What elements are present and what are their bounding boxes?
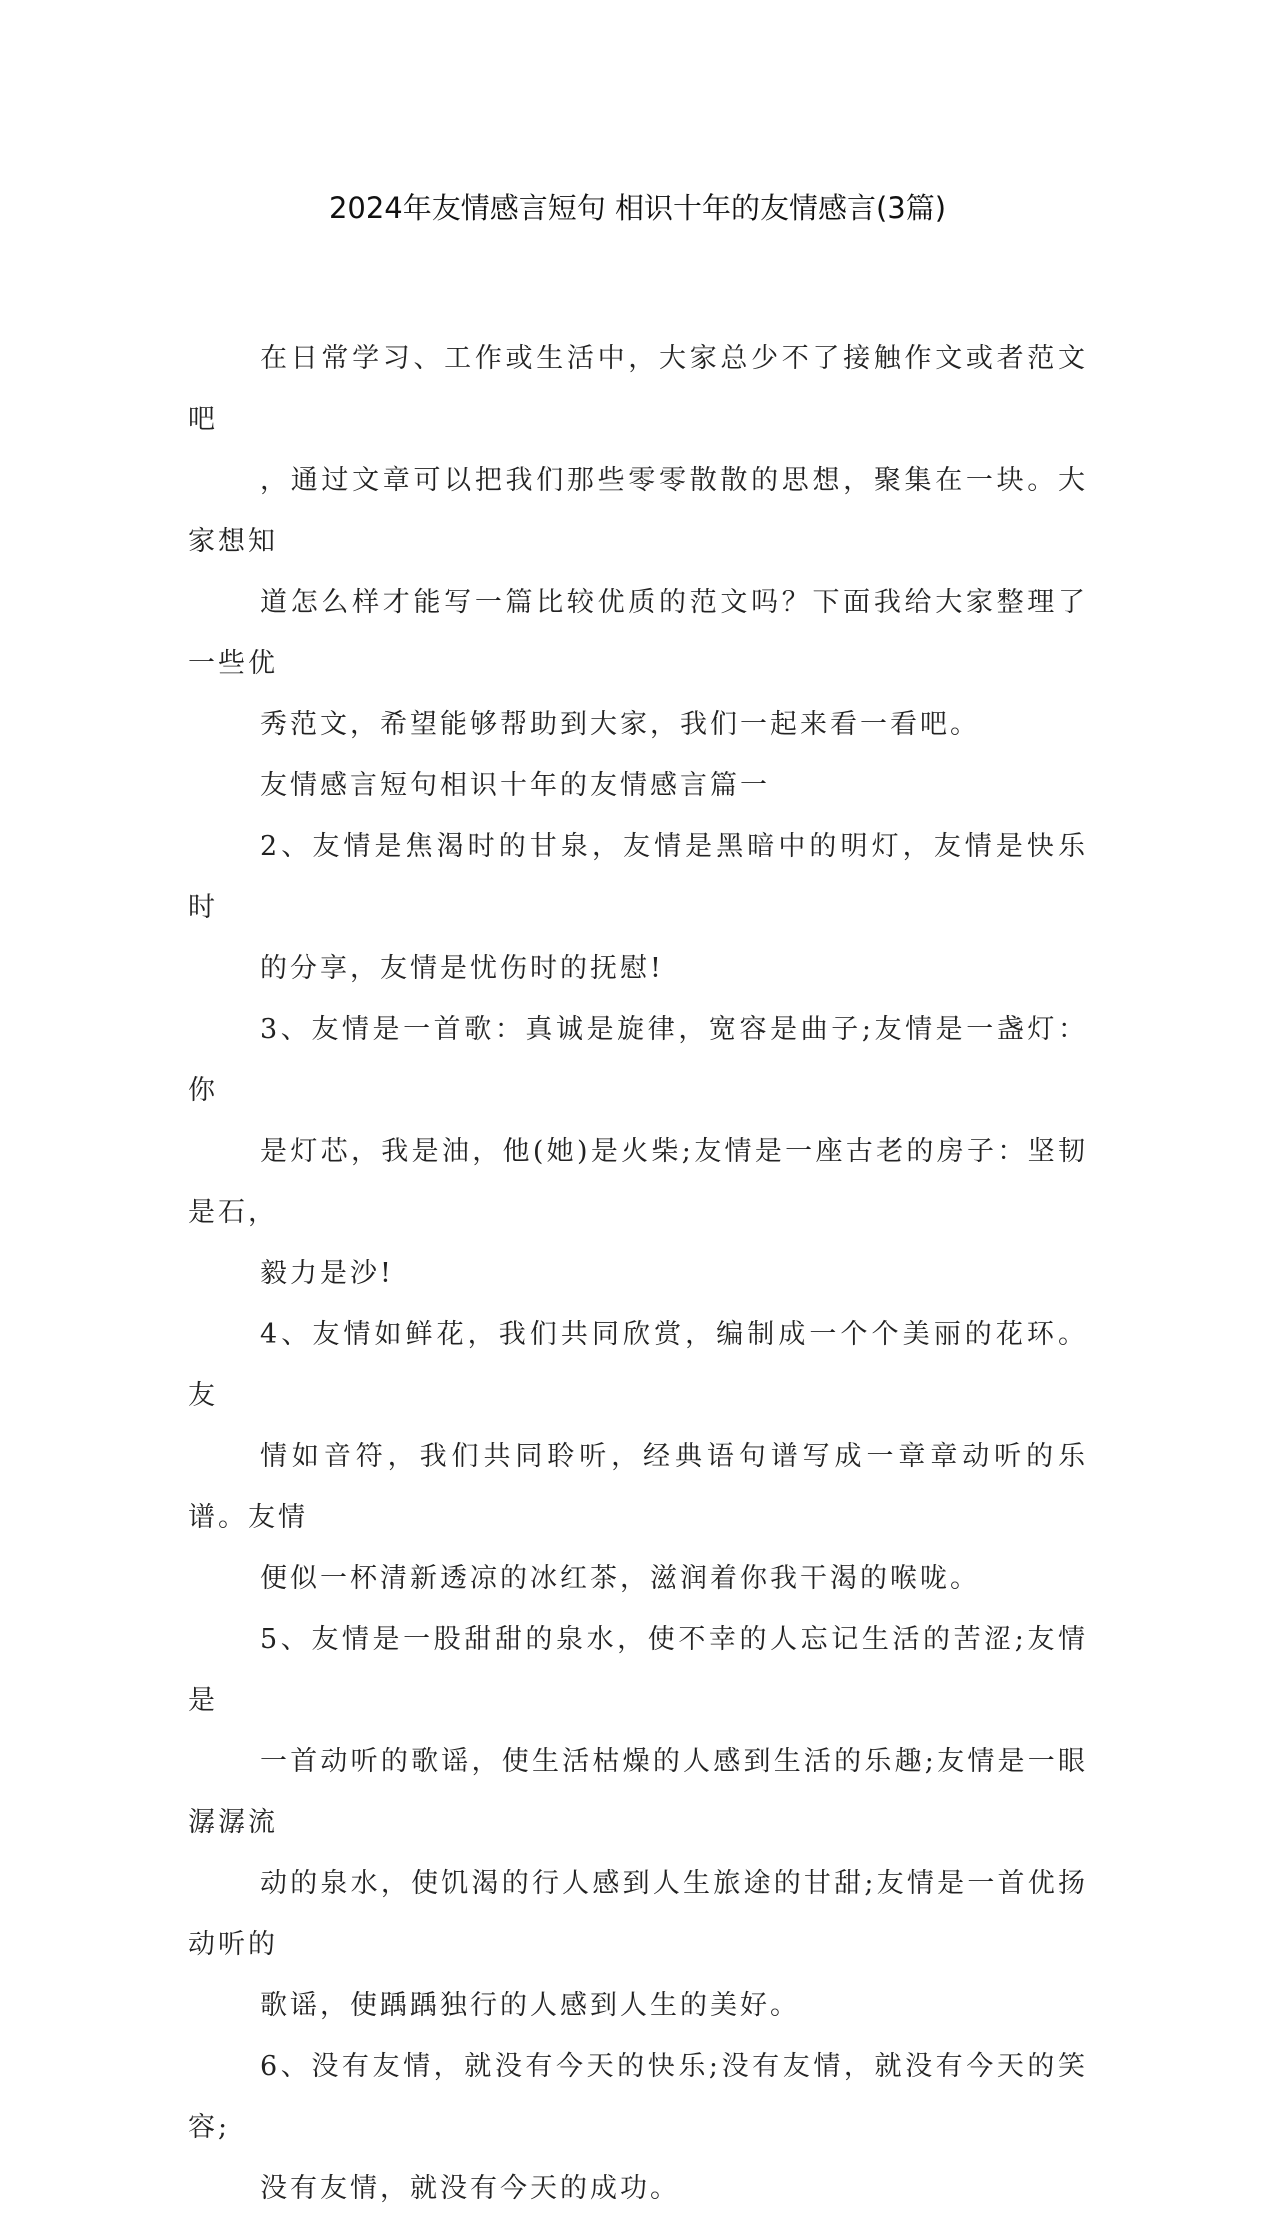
- paragraph-line: 情如音符，我们共同聆听，经典语句谱写成一章章动听的乐谱。友情: [188, 1441, 1088, 1533]
- paragraph-line: 是灯芯，我是油，他(她)是火柴;友情是一座古老的房子：坚韧是石，: [188, 1136, 1088, 1228]
- paragraph-line: 便似一杯清新透凉的冰红茶，滋润着你我干渴的喉咙。: [260, 1563, 980, 1594]
- document-body: [188, 328, 1088, 2219]
- section-heading-text: 友情感言短句相识十年的友情感言篇一: [260, 770, 770, 801]
- paragraph-item-5: [188, 1609, 1088, 2036]
- paragraph-intro: [188, 328, 1088, 755]
- paragraph-line: 3、友情是一首歌：真诚是旋律，宽容是曲子;友情是一盏灯：你: [188, 1014, 1088, 1106]
- document-title: 2024年友情感言短句 相识十年的友情感言(3篇): [328, 191, 947, 225]
- paragraph-item-4: [188, 1304, 1088, 1609]
- paragraph-item-6: [188, 2036, 1088, 2219]
- paragraph-line: 歌谣，使踽踽独行的人感到人生的美好。: [260, 1990, 800, 2021]
- paragraph-line: 一首动听的歌谣，使生活枯燥的人感到生活的乐趣;友情是一眼潺潺流: [188, 1746, 1088, 1838]
- paragraph-line: 毅力是沙!: [260, 1258, 394, 1289]
- paragraph-line: 5、友情是一股甜甜的泉水，使不幸的人忘记生活的苦涩;友情是: [188, 1624, 1088, 1716]
- section-heading: [188, 755, 1088, 816]
- paragraph-item-2: [188, 816, 1088, 999]
- paragraph-line: 在日常学习、工作或生活中，大家总少不了接触作文或者范文吧: [188, 343, 1088, 435]
- paragraph-line: 没有友情，就没有今天的成功。: [260, 2173, 680, 2204]
- paragraph-line: 4、友情如鲜花，我们共同欣赏，编制成一个个美丽的花环。友: [188, 1319, 1088, 1411]
- paragraph-line: 动的泉水，使饥渴的行人感到人生旅途的甘甜;友情是一首优扬动听的: [188, 1868, 1088, 1960]
- paragraph-line: 2、友情是焦渴时的甘泉，友情是黑暗中的明灯，友情是快乐时: [188, 831, 1088, 923]
- paragraph-line: 的分享，友情是忧伤时的抚慰!: [260, 953, 664, 984]
- paragraph-line: ，通过文章可以把我们那些零零散散的思想，聚集在一块。大家想知: [188, 465, 1088, 557]
- paragraph-item-3: [188, 999, 1088, 1304]
- paragraph-line: 秀范文，希望能够帮助到大家，我们一起来看一看吧。: [260, 709, 980, 740]
- paragraph-line: 道怎么样才能写一篇比较优质的范文吗？下面我给大家整理了一些优: [188, 587, 1088, 679]
- paragraph-line: 6、没有友情，就没有今天的快乐;没有友情，就没有今天的笑容;: [188, 2051, 1088, 2143]
